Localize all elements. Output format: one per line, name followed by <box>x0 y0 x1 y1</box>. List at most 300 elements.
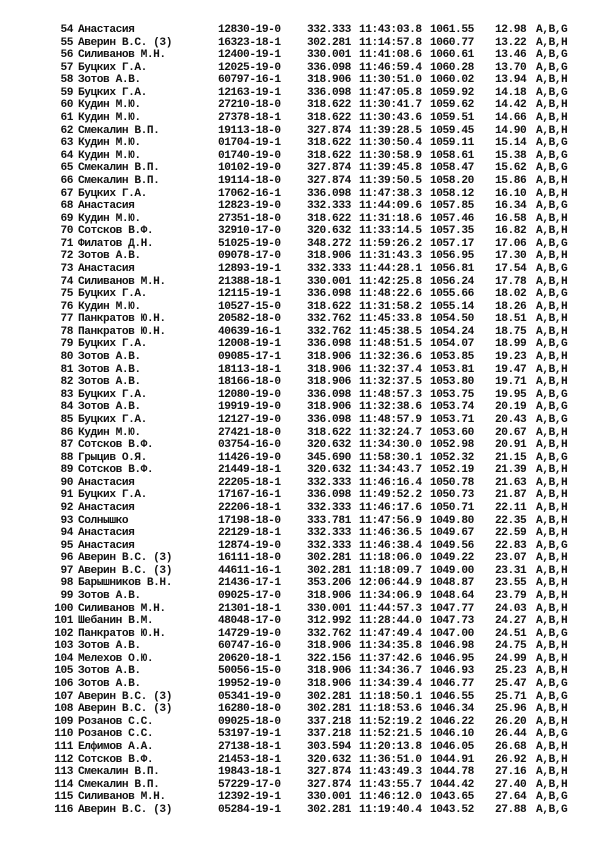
result-row <box>0 741 600 754</box>
arrival-time: 11:34:06.9 <box>359 590 422 603</box>
row-number: 100 <box>54 602 73 615</box>
row-number: 105 <box>54 665 73 678</box>
speed: 1054.24 <box>430 325 474 338</box>
distance: 303.594 <box>307 740 351 753</box>
ring-code: 16111-18-0 <box>218 552 281 565</box>
coefficient: 20.19 <box>495 401 527 414</box>
participant-name: Елфимов А.А. <box>78 740 154 753</box>
distance: 318.906 <box>307 640 351 653</box>
speed: 1058.61 <box>430 149 474 162</box>
speed: 1059.11 <box>430 137 474 150</box>
groups: A,B,H <box>536 174 568 187</box>
arrival-time: 11:42:25.8 <box>359 275 422 288</box>
arrival-time: 11:32:38.6 <box>359 401 422 414</box>
speed: 1055.66 <box>430 288 474 301</box>
arrival-time: 11:52:19.2 <box>359 715 422 728</box>
row-number: 73 <box>60 262 73 275</box>
speed: 1057.46 <box>430 212 474 225</box>
result-row <box>0 452 600 465</box>
result-row <box>0 791 600 804</box>
participant-name: Кудин М.Ю. <box>78 426 141 439</box>
row-number: 54 <box>60 24 73 36</box>
distance: 336.098 <box>307 388 351 401</box>
coefficient: 26.44 <box>495 728 527 741</box>
distance: 302.281 <box>307 690 351 703</box>
result-row <box>0 577 600 590</box>
ring-code: 03754-16-0 <box>218 439 281 452</box>
groups: A,B,H <box>536 527 568 540</box>
ring-code: 19919-19-0 <box>218 401 281 414</box>
row-number: 78 <box>60 325 73 338</box>
arrival-time: 11:28:44.0 <box>359 615 422 628</box>
ring-code: 21436-17-1 <box>218 577 281 590</box>
groups: A,B,H <box>536 464 568 477</box>
result-row <box>0 515 600 528</box>
arrival-time: 11:43:55.7 <box>359 778 422 791</box>
ring-code: 05284-19-1 <box>218 803 281 816</box>
speed: 1058.47 <box>430 162 474 175</box>
groups: A,B,G <box>536 539 568 552</box>
distance: 302.281 <box>307 803 351 816</box>
speed: 1053.81 <box>430 363 474 376</box>
speed: 1056.95 <box>430 250 474 263</box>
result-row <box>0 99 600 112</box>
groups: A,B,G <box>536 338 568 351</box>
result-row <box>0 326 600 339</box>
coefficient: 17.30 <box>495 250 527 263</box>
result-row <box>0 213 600 226</box>
coefficient: 27.88 <box>495 803 527 816</box>
coefficient: 26.92 <box>495 753 527 766</box>
participant-name: Анастасия <box>78 476 135 489</box>
result-row <box>0 603 600 616</box>
arrival-time: 12:06:44.9 <box>359 577 422 590</box>
result-row <box>0 37 600 50</box>
speed: 1060.28 <box>430 61 474 74</box>
groups: A,B,H <box>536 740 568 753</box>
result-row <box>0 502 600 515</box>
speed: 1060.61 <box>430 49 474 62</box>
distance: 330.001 <box>307 275 351 288</box>
speed: 1057.17 <box>430 237 474 250</box>
coefficient: 21.15 <box>495 451 527 464</box>
groups: A,B,H <box>536 652 568 665</box>
speed: 1044.91 <box>430 753 474 766</box>
result-row <box>0 414 600 427</box>
groups: A,B,H <box>536 275 568 288</box>
distance: 320.632 <box>307 464 351 477</box>
arrival-time: 11:46:36.5 <box>359 527 422 540</box>
ring-code: 21453-18-1 <box>218 753 281 766</box>
participant-name: Розанов С.С. <box>78 728 154 741</box>
groups: A,B,H <box>536 590 568 603</box>
ring-code: 09025-18-0 <box>218 715 281 728</box>
result-row <box>0 112 600 125</box>
result-row <box>0 238 600 251</box>
participant-name: Зотов А.В. <box>78 640 141 653</box>
result-row <box>0 150 600 163</box>
groups: A,B,G <box>536 678 568 691</box>
distance: 332.333 <box>307 501 351 514</box>
arrival-time: 11:46:38.4 <box>359 539 422 552</box>
distance: 327.874 <box>307 174 351 187</box>
ring-code: 12115-19-1 <box>218 288 281 301</box>
distance: 332.333 <box>307 539 351 552</box>
participant-name: Силиванов М.Н. <box>78 275 166 288</box>
row-number: 99 <box>60 590 73 603</box>
row-number: 80 <box>60 351 73 364</box>
ring-code: 12008-19-1 <box>218 338 281 351</box>
distance: 322.156 <box>307 652 351 665</box>
speed: 1049.00 <box>430 564 474 577</box>
arrival-time: 11:47:38.3 <box>359 187 422 200</box>
participant-name: Аверин В.С. (3) <box>78 690 172 703</box>
arrival-time: 11:39:45.8 <box>359 162 422 175</box>
participant-name: Буцких Г.А. <box>78 388 147 401</box>
speed: 1052.32 <box>430 451 474 464</box>
speed: 1057.85 <box>430 200 474 213</box>
groups: A,B,H <box>536 313 568 326</box>
distance: 318.622 <box>307 99 351 112</box>
participant-name: Буцких Г.А. <box>78 288 147 301</box>
speed: 1047.77 <box>430 602 474 615</box>
ring-code: 12874-19-0 <box>218 539 281 552</box>
arrival-time: 11:14:57.8 <box>359 36 422 49</box>
speed: 1053.85 <box>430 351 474 364</box>
result-row <box>0 439 600 452</box>
distance: 330.001 <box>307 49 351 62</box>
row-number: 76 <box>60 300 73 313</box>
coefficient: 23.55 <box>495 577 527 590</box>
arrival-time: 11:43:03.8 <box>359 24 422 36</box>
groups: A,B,H <box>536 74 568 87</box>
speed: 1044.42 <box>430 778 474 791</box>
coefficient: 16.34 <box>495 200 527 213</box>
ring-code: 20620-18-1 <box>218 652 281 665</box>
row-number: 89 <box>60 464 73 477</box>
ring-code: 17062-16-1 <box>218 187 281 200</box>
arrival-time: 11:30:43.6 <box>359 112 422 125</box>
groups: A,B,G <box>536 728 568 741</box>
speed: 1050.78 <box>430 476 474 489</box>
speed: 1058.12 <box>430 187 474 200</box>
row-number: 97 <box>60 564 73 577</box>
row-number: 94 <box>60 527 73 540</box>
arrival-time: 11:31:43.3 <box>359 250 422 263</box>
speed: 1060.77 <box>430 36 474 49</box>
distance: 336.098 <box>307 187 351 200</box>
groups: A,B,H <box>536 439 568 452</box>
groups: A,B,G <box>536 791 568 804</box>
coefficient: 15.38 <box>495 149 527 162</box>
participant-name: Кудин М.Ю. <box>78 149 141 162</box>
row-number: 101 <box>54 615 73 628</box>
ring-code: 57229-17-0 <box>218 778 281 791</box>
participant-name: Сотсков В.Ф. <box>78 225 154 238</box>
coefficient: 27.64 <box>495 791 527 804</box>
participant-name: Силиванов М.Н. <box>78 791 166 804</box>
arrival-time: 11:41:08.6 <box>359 49 422 62</box>
arrival-time: 11:31:58.2 <box>359 300 422 313</box>
participant-name: Зотов А.В. <box>78 401 141 414</box>
speed: 1046.05 <box>430 740 474 753</box>
speed: 1052.19 <box>430 464 474 477</box>
ring-code: 12823-19-0 <box>218 200 281 213</box>
distance: 330.001 <box>307 602 351 615</box>
ring-code: 20582-18-0 <box>218 313 281 326</box>
participant-name: Буцких Г.А. <box>78 489 147 502</box>
arrival-time: 11:30:51.0 <box>359 74 422 87</box>
distance: 332.333 <box>307 262 351 275</box>
participant-name: Зотов А.В. <box>78 351 141 364</box>
distance: 320.632 <box>307 753 351 766</box>
arrival-time: 11:45:33.8 <box>359 313 422 326</box>
result-row <box>0 653 600 666</box>
participant-name: Смекалин В.П. <box>78 174 160 187</box>
arrival-time: 11:44:09.6 <box>359 200 422 213</box>
arrival-time: 11:34:36.7 <box>359 665 422 678</box>
distance: 318.906 <box>307 250 351 263</box>
speed: 1054.50 <box>430 313 474 326</box>
participant-name: Кудин М.Ю. <box>78 112 141 125</box>
arrival-time: 11:37:42.6 <box>359 652 422 665</box>
speed: 1061.55 <box>430 24 474 36</box>
groups: A,B,G <box>536 137 568 150</box>
result-row <box>0 628 600 641</box>
result-row <box>0 137 600 150</box>
participant-name: Розанов С.С. <box>78 715 154 728</box>
result-row <box>0 376 600 389</box>
row-number: 107 <box>54 690 73 703</box>
participant-name: Аверин В.С. (3) <box>78 552 172 565</box>
distance: 318.906 <box>307 351 351 364</box>
ring-code: 17167-16-1 <box>218 489 281 502</box>
coefficient: 17.54 <box>495 262 527 275</box>
speed: 1053.60 <box>430 426 474 439</box>
result-row <box>0 87 600 100</box>
distance: 336.098 <box>307 288 351 301</box>
row-number: 55 <box>60 36 73 49</box>
ring-code: 16280-18-0 <box>218 703 281 716</box>
row-number: 84 <box>60 401 73 414</box>
ring-code: 19113-18-0 <box>218 124 281 137</box>
coefficient: 14.90 <box>495 124 527 137</box>
coefficient: 27.16 <box>495 766 527 779</box>
arrival-time: 11:32:37.5 <box>359 376 422 389</box>
coefficient: 19.71 <box>495 376 527 389</box>
distance: 332.762 <box>307 313 351 326</box>
arrival-time: 11:47:49.4 <box>359 627 422 640</box>
ring-code: 12893-19-1 <box>218 262 281 275</box>
result-row <box>0 590 600 603</box>
ring-code: 16323-18-1 <box>218 36 281 49</box>
distance: 332.333 <box>307 476 351 489</box>
distance: 345.690 <box>307 451 351 464</box>
coefficient: 24.03 <box>495 602 527 615</box>
result-row <box>0 728 600 741</box>
distance: 318.622 <box>307 426 351 439</box>
participant-name: Анастасия <box>78 200 135 213</box>
participant-name: Кудин М.Ю. <box>78 137 141 150</box>
speed: 1046.10 <box>430 728 474 741</box>
result-row <box>0 162 600 175</box>
coefficient: 20.67 <box>495 426 527 439</box>
ring-code: 60747-16-0 <box>218 640 281 653</box>
distance: 318.622 <box>307 300 351 313</box>
arrival-time: 11:43:49.3 <box>359 766 422 779</box>
row-number: 59 <box>60 86 73 99</box>
ring-code: 19843-18-1 <box>218 766 281 779</box>
ring-code: 60797-16-1 <box>218 74 281 87</box>
row-number: 67 <box>60 187 73 200</box>
groups: A,B,H <box>536 665 568 678</box>
row-number: 62 <box>60 124 73 137</box>
row-number: 86 <box>60 426 73 439</box>
groups: A,B,H <box>536 426 568 439</box>
ring-code: 22206-18-1 <box>218 501 281 514</box>
speed: 1048.87 <box>430 577 474 590</box>
ring-code: 17198-18-0 <box>218 514 281 527</box>
distance: 318.906 <box>307 376 351 389</box>
coefficient: 25.23 <box>495 665 527 678</box>
distance: 327.874 <box>307 162 351 175</box>
groups: A,B,H <box>536 376 568 389</box>
row-number: 108 <box>54 703 73 716</box>
arrival-time: 11:46:12.0 <box>359 791 422 804</box>
groups: A,B,G <box>536 49 568 62</box>
speed: 1046.77 <box>430 678 474 691</box>
participant-name: Панкратов Ю.Н. <box>78 627 166 640</box>
distance: 332.333 <box>307 200 351 213</box>
arrival-time: 11:34:39.4 <box>359 678 422 691</box>
distance: 318.622 <box>307 212 351 225</box>
arrival-time: 11:31:18.6 <box>359 212 422 225</box>
distance: 330.001 <box>307 791 351 804</box>
speed: 1049.22 <box>430 552 474 565</box>
arrival-time: 11:59:26.2 <box>359 237 422 250</box>
arrival-time: 11:47:56.9 <box>359 514 422 527</box>
result-row <box>0 62 600 75</box>
result-row <box>0 200 600 213</box>
arrival-time: 11:33:14.5 <box>359 225 422 238</box>
arrival-time: 11:46:59.4 <box>359 61 422 74</box>
ring-code: 50056-15-0 <box>218 665 281 678</box>
result-row <box>0 540 600 553</box>
result-row <box>0 125 600 138</box>
row-number: 75 <box>60 288 73 301</box>
row-number: 106 <box>54 678 73 691</box>
distance: 336.098 <box>307 489 351 502</box>
row-number: 72 <box>60 250 73 263</box>
groups: A,B,H <box>536 351 568 364</box>
participant-name: Буцких Г.А. <box>78 61 147 74</box>
arrival-time: 11:18:09.7 <box>359 564 422 577</box>
result-row <box>0 49 600 62</box>
distance: 302.281 <box>307 564 351 577</box>
participant-name: Буцких Г.А. <box>78 338 147 351</box>
speed: 1057.35 <box>430 225 474 238</box>
groups: A,B,G <box>536 413 568 426</box>
ring-code: 21449-18-1 <box>218 464 281 477</box>
distance: 318.906 <box>307 590 351 603</box>
speed: 1050.71 <box>430 501 474 514</box>
coefficient: 24.51 <box>495 627 527 640</box>
result-row <box>0 338 600 351</box>
speed: 1054.07 <box>430 338 474 351</box>
ring-code: 21301-18-1 <box>218 602 281 615</box>
coefficient: 26.20 <box>495 715 527 728</box>
result-row <box>0 175 600 188</box>
result-row <box>0 766 600 779</box>
arrival-time: 11:30:41.7 <box>359 99 422 112</box>
speed: 1059.62 <box>430 99 474 112</box>
arrival-time: 11:34:30.0 <box>359 439 422 452</box>
coefficient: 24.75 <box>495 640 527 653</box>
arrival-time: 11:18:53.6 <box>359 703 422 716</box>
distance: 348.272 <box>307 237 351 250</box>
speed: 1049.80 <box>430 514 474 527</box>
coefficient: 21.87 <box>495 489 527 502</box>
ring-code: 44611-16-1 <box>218 564 281 577</box>
speed: 1056.81 <box>430 262 474 275</box>
arrival-time: 11:32:36.6 <box>359 351 422 364</box>
distance: 327.874 <box>307 766 351 779</box>
row-number: 57 <box>60 61 73 74</box>
arrival-time: 11:39:50.5 <box>359 174 422 187</box>
row-number: 109 <box>54 715 73 728</box>
groups: A,B,H <box>536 602 568 615</box>
speed: 1060.02 <box>430 74 474 87</box>
groups: A,B,H <box>536 124 568 137</box>
participant-name: Зотов А.В. <box>78 250 141 263</box>
arrival-time: 11:19:40.4 <box>359 803 422 816</box>
participant-name: Кудин М.Ю. <box>78 300 141 313</box>
result-row <box>0 754 600 767</box>
coefficient: 27.40 <box>495 778 527 791</box>
speed: 1053.71 <box>430 413 474 426</box>
groups: A,B,H <box>536 212 568 225</box>
arrival-time: 11:30:50.4 <box>359 137 422 150</box>
speed: 1046.55 <box>430 690 474 703</box>
groups: A,B,H <box>536 514 568 527</box>
ring-code: 19952-19-0 <box>218 678 281 691</box>
groups: A,B,H <box>536 753 568 766</box>
coefficient: 15.86 <box>495 174 527 187</box>
distance: 336.098 <box>307 338 351 351</box>
result-row <box>0 565 600 578</box>
distance: 318.906 <box>307 363 351 376</box>
result-row <box>0 351 600 364</box>
ring-code: 21388-18-1 <box>218 275 281 288</box>
speed: 1043.52 <box>430 803 474 816</box>
arrival-time: 11:36:51.0 <box>359 753 422 766</box>
groups: A,B,G <box>536 237 568 250</box>
participant-name: Силиванов М.Н. <box>78 602 166 615</box>
coefficient: 23.31 <box>495 564 527 577</box>
ring-code: 01740-19-0 <box>218 149 281 162</box>
distance: 327.874 <box>307 778 351 791</box>
result-row <box>0 250 600 263</box>
distance: 318.906 <box>307 678 351 691</box>
ring-code: 12127-19-0 <box>218 413 281 426</box>
coefficient: 13.94 <box>495 74 527 87</box>
speed: 1047.73 <box>430 615 474 628</box>
coefficient: 18.51 <box>495 313 527 326</box>
arrival-time: 11:30:58.9 <box>359 149 422 162</box>
coefficient: 17.06 <box>495 237 527 250</box>
groups: A,B,H <box>536 577 568 590</box>
row-number: 83 <box>60 388 73 401</box>
